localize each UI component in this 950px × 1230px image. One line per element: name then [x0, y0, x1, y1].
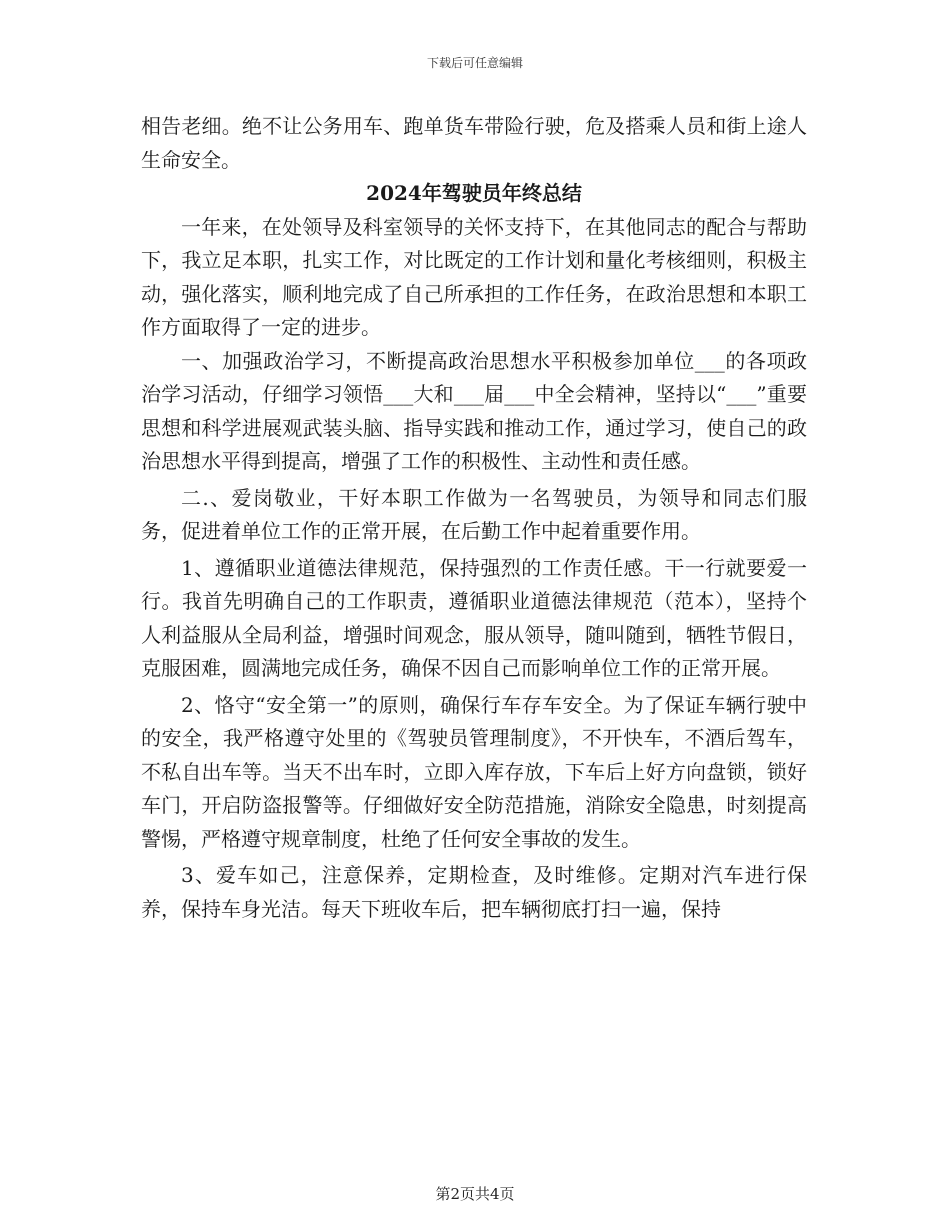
document-title: 2024年驾驶员年终总结	[366, 181, 582, 205]
paragraph-dedication: 二.、爱岗敬业，干好本职工作做为一名驾驶员，为领导和同志们服务，促进着单位工作的正常开展，在后勤工作中起着重要作用。	[141, 485, 807, 543]
page-header: 下载后可任意编辑	[426, 56, 523, 70]
paragraph-ethics: 1、遵循职业道德法律规范，保持强烈的工作责任感。干一行就要爱一行。我首先明确自己的工作职责，遵循职业道德法律规范（范本），坚持个人利益服从全局利益，增强时间观念，服从领导，随叫随到，牺牲节假日，克服困难，圆满地完成任务，确保不因自己而影响单位工作的正常开展。	[141, 555, 807, 680]
lead-paragraph: 相告老细。绝不让公务用车、跑单货车带险行驶，危及搭乘人员和街上途人生命安全。	[141, 114, 807, 172]
paragraph-political-study: 一、加强政治学习，不断提高政治思想水平积极参加单位___的各项政治学习活动，仔细学习领悟___大和___届___中全会精神，坚持以“___”重要思想和科学进展观武装头脑、指导实践和推动工作，通过学习，使自己的政治思想水平得到提高，增强了工作的积极性、主动性和责任感。	[141, 348, 807, 473]
page-footer: 第2页共4页	[435, 1185, 515, 1203]
paragraph-intro: 一年来，在处领导及科室领导的关怀支持下，在其他同志的配合与帮助下，我立足本职，扎实工作，对比既定的工作计划和量化考核细则，积极主动，强化落实，顺利地完成了自己所承担的工作任务，在政治思想和本职工作方面取得了一定的进步。	[141, 214, 807, 339]
document-body	[141, 110, 807, 926]
paragraph-maintenance: 3、爱车如己，注意保养，定期检查，及时维修。定期对汽车进行保养，保持车身光洁。每天下班收车后，把车辆彻底打扫一遍，保持	[141, 863, 807, 921]
paragraph-safety: 2、恪守“安全第一”的原则，确保行车存车安全。为了保证车辆行驶中的安全，我严格遵守处里的《驾驶员管理制度》，不开快车，不酒后驾车，不私自出车等。当天不出车时，立即入库存放，下车后上好方向盘锁，锁好车门，开启防盗报警等。仔细做好安全防范措施，消除安全隐患，时刻提高警惕，严格遵守规章制度，杜绝了任何安全事故的发生。	[141, 692, 807, 851]
